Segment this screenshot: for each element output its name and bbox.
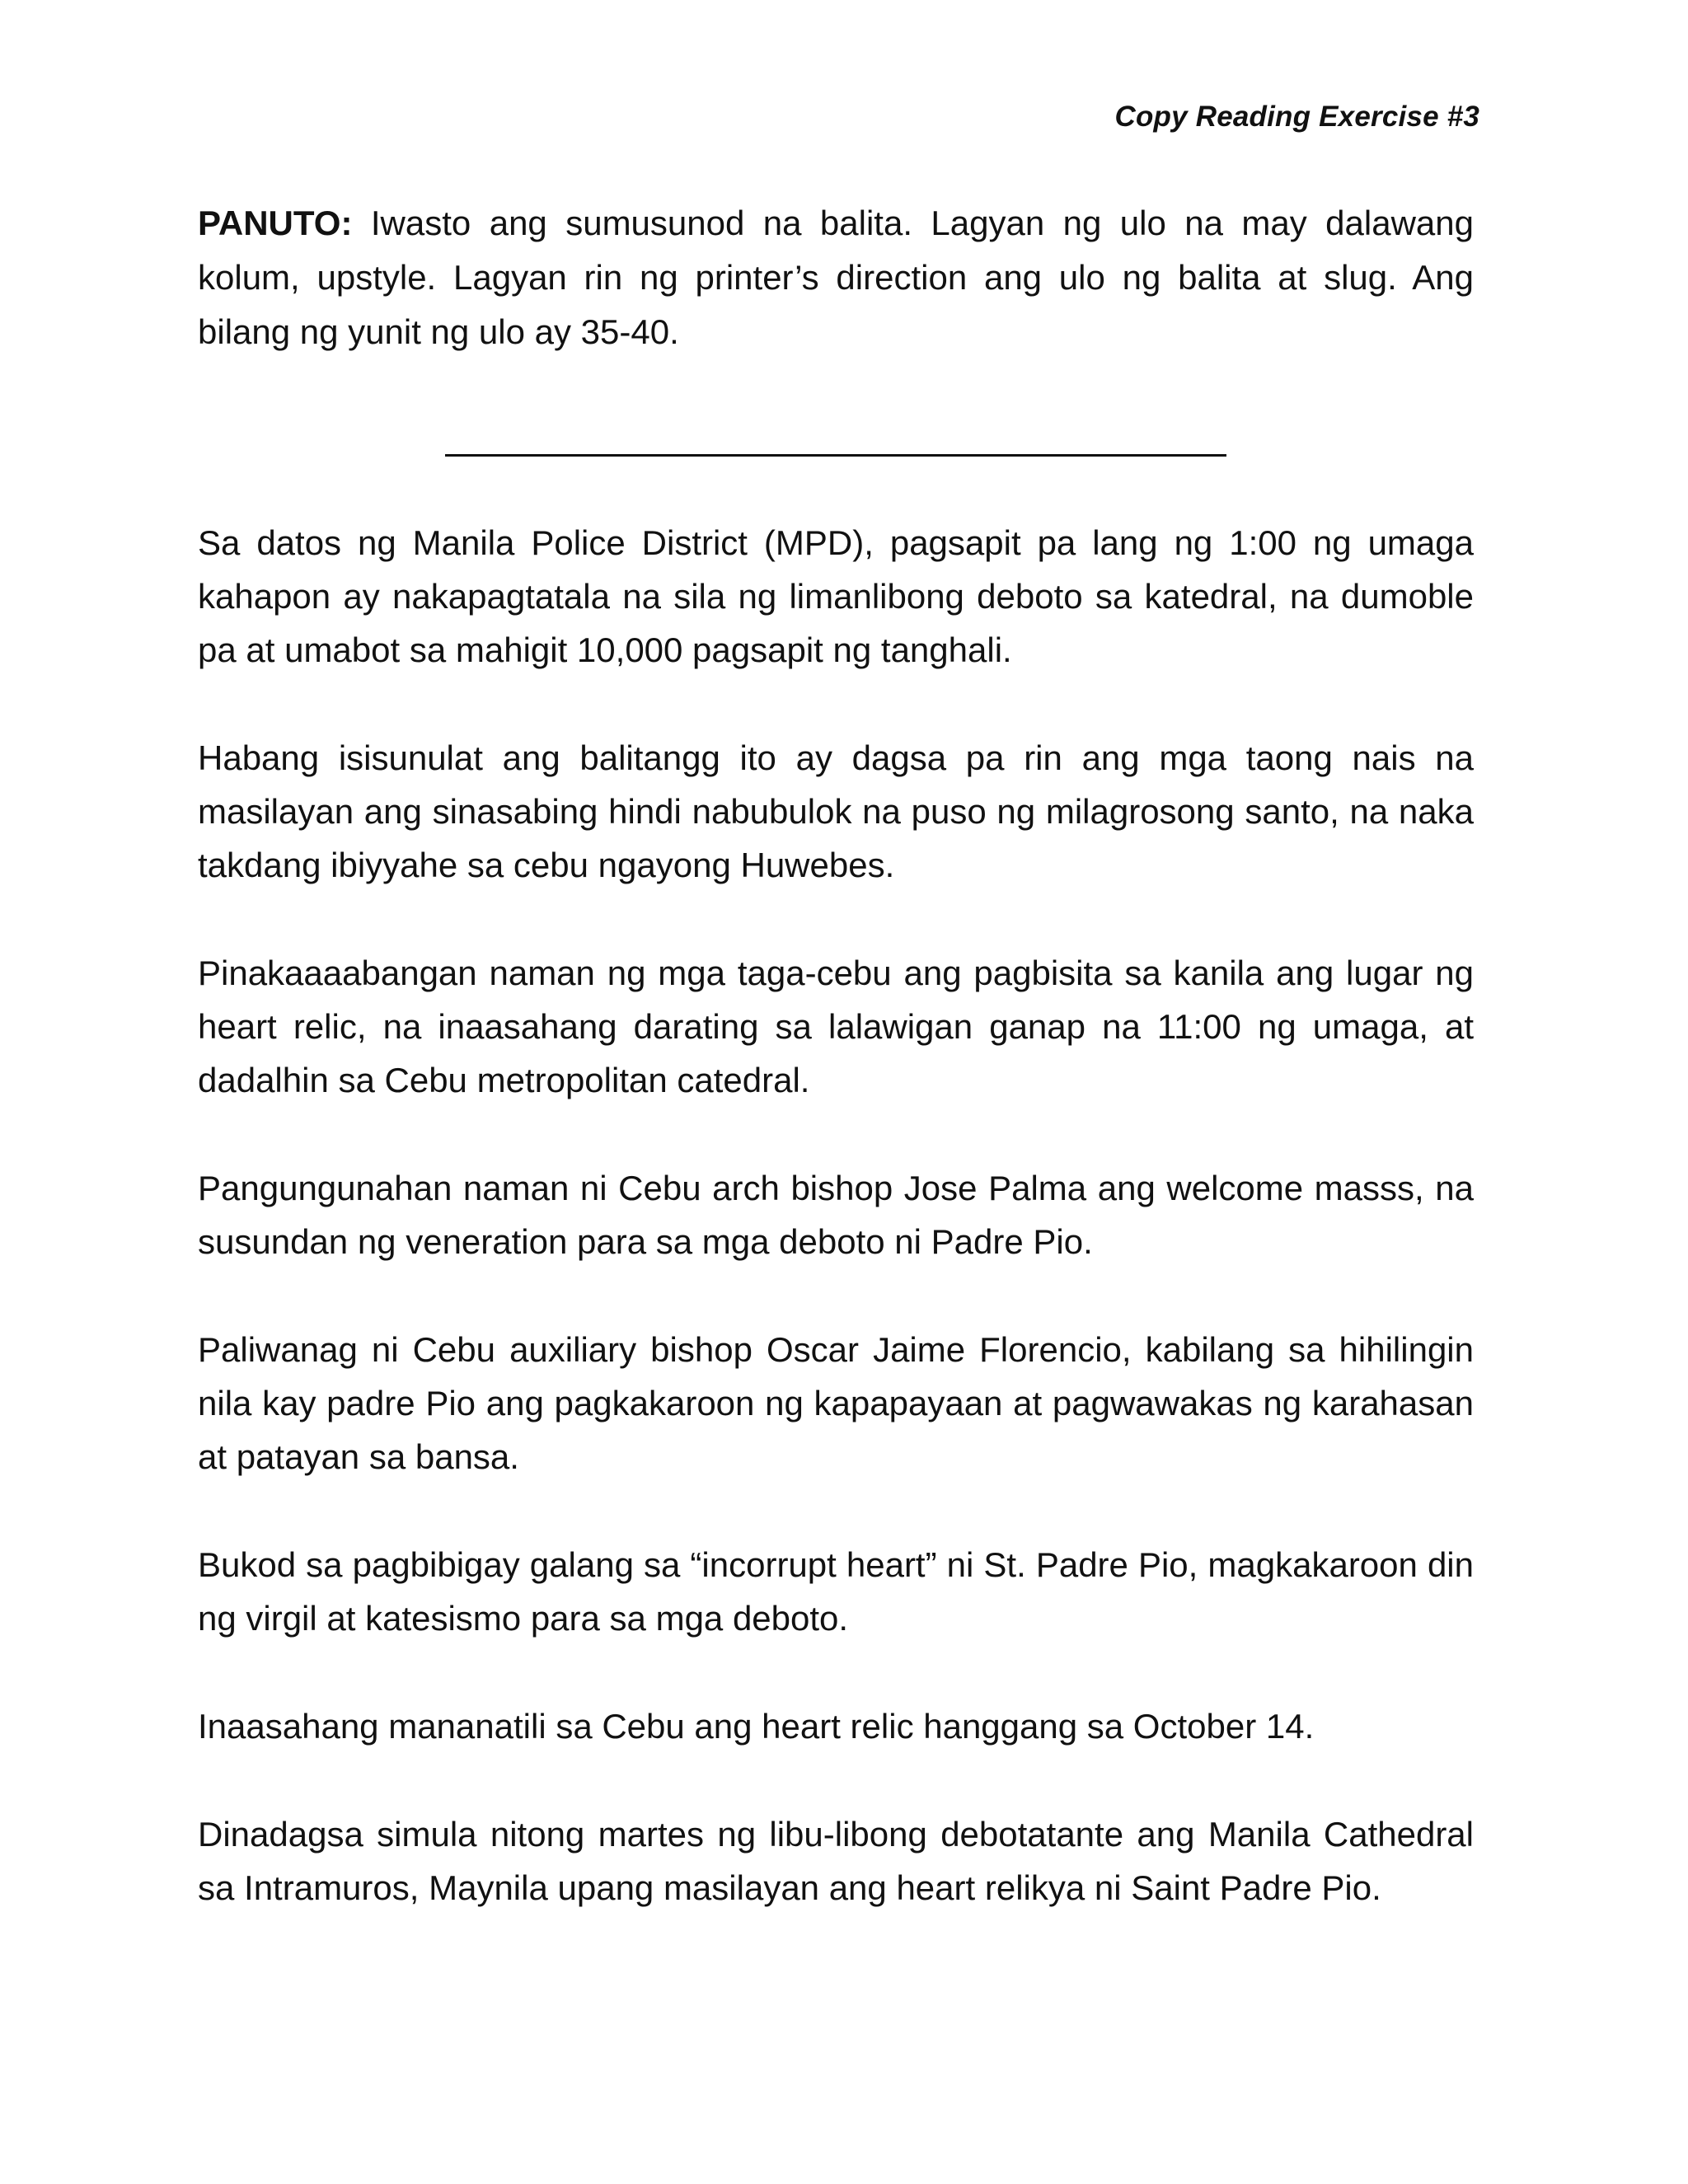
news-article [198,516,1474,1969]
article-paragraph: Pinakaaaabangan naman ng mga taga-cebu ang pagbisita sa kanila ang lugar ng heart relic, na inaasahang darating sa lalawigan ganap na 11:00 ng umaga, at dadalhin sa Cebu metropolitan catedral. [198,954,1474,1099]
article-paragraph: Sa datos ng Manila Police District (MPD), pagsapit pa lang ng 1:00 ng umaga kahapon ay nakapagtatala na sila ng limanlibong deboto sa katedral, na dumoble pa at umabot sa mahigit 10,000 pagsapit ng tanghali. [198,523,1474,669]
article-paragraph: Habang isisunulat ang balitangg ito ay dagsa pa rin ang mga taong nais na masilayan ang sinasabing hindi nabubulok na puso ng milagrosong santo, na naka takdang ibiyyahe sa cebu ngayong Huwebes. [198,738,1474,884]
article-paragraph: Bukod sa pagbibigay galang sa “incorrupt heart” ni St. Padre Pio, magkakaroon din ng virgil at katesismo para sa mga deboto. [198,1545,1474,1638]
exercise-title: Copy Reading Exercise #3 [1114,101,1479,133]
instructions-text: Iwasto ang sumusunod na balita. Lagyan ng ulo na may dalawang kolum, upstyle. Lagyan rin ng printer’s direction ang ulo ng balita at slug. Ang bilang ng yunit ng ulo ay 35-40. [198,204,1474,351]
article-paragraph: Dinadagsa simula nitong martes ng libu-libong debotatante ang Manila Cathedral sa Intramuros, Maynila upang masilayan ang heart relikya ni Saint Padre Pio. [198,1815,1474,1907]
instructions-label: PANUTO: [198,204,353,242]
article-paragraph: Pangungunahan naman ni Cebu arch bishop Jose Palma ang welcome masss, na susundan ng veneration para sa mga deboto ni Padre Pio. [198,1169,1474,1261]
instructions [198,196,1474,359]
article-paragraph: Inaasahang mananatili sa Cebu ang heart relic hanggang sa October 14. [198,1707,1315,1746]
headline-blank-line [445,454,1226,457]
article-paragraph: Paliwanag ni Cebu auxiliary bishop Oscar Jaime Florencio, kabilang sa hihilingin nila kay padre Pio ang pagkakaroon ng kapapayaan at pagwawakas ng karahasan at patayan sa bansa. [198,1330,1474,1476]
